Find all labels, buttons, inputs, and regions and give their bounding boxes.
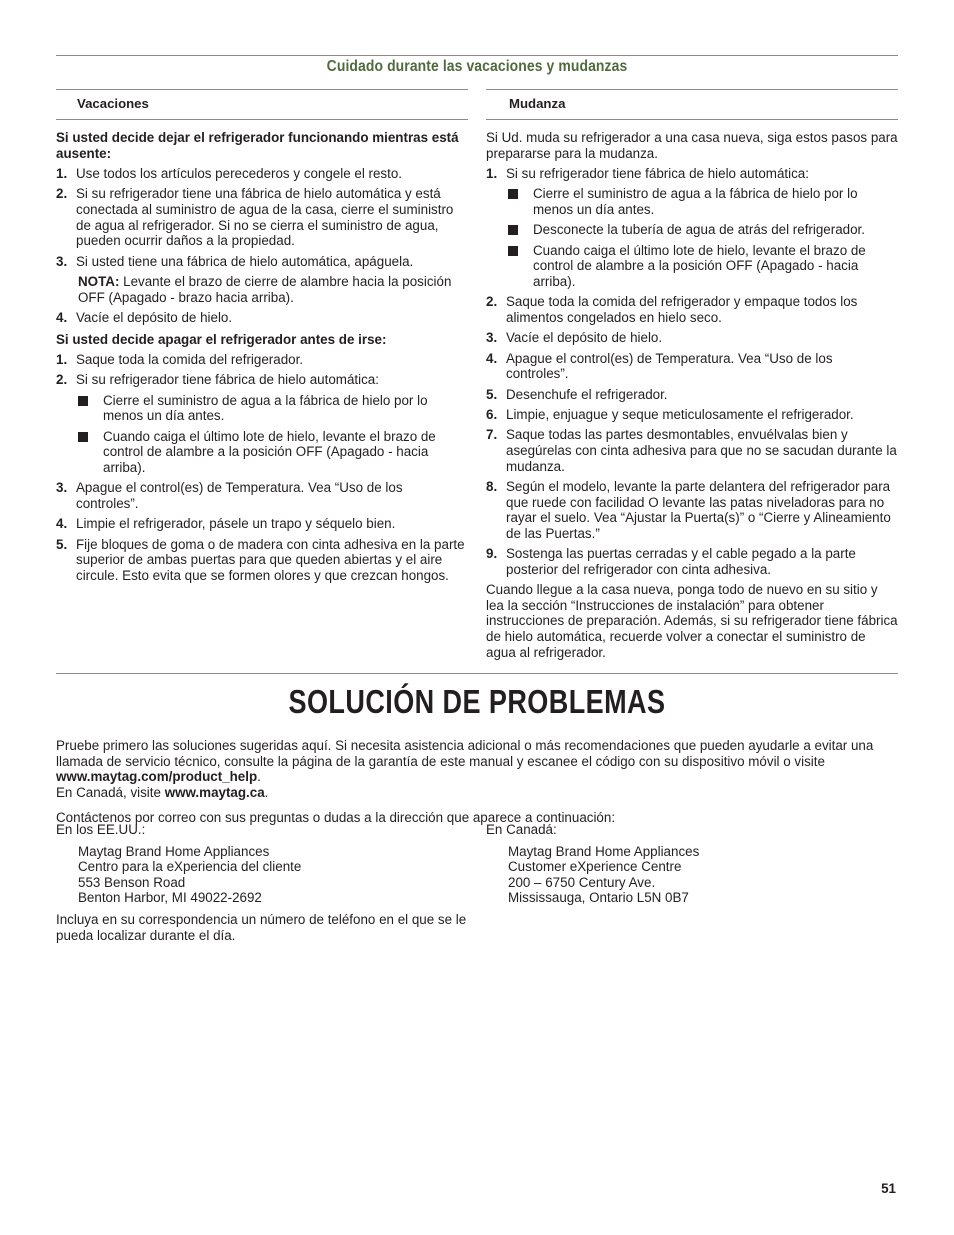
note-label: NOTA: <box>78 273 120 289</box>
phone-note: Incluya en su correspondencia un número de teléfono en el que se le pueda localizar durante el día. <box>56 911 467 943</box>
top-divider <box>56 55 898 56</box>
bullet-item: Cierre el suministro de agua a la fábrica de hielo por lo menos un día antes. <box>506 186 898 217</box>
list-item: 3. Vacíe el depósito de hielo. <box>486 330 663 346</box>
us-address: Maytag Brand Home Appliances Centro para la eXperiencia del cliente 553 Benson Road Benton Harbor, MI 49022-2692 <box>78 843 302 906</box>
page-number: 51 <box>881 1181 896 1196</box>
list-item: 6. Limpie, enjuague y seque meticulosamente el refrigerador. <box>486 407 854 423</box>
list-item: 3. Si usted tiene una fábrica de hielo automática, apáguela. <box>56 253 414 269</box>
canada-visit: En Canadá, visite www.maytag.ca. <box>56 784 269 800</box>
mudanza-intro: Si Ud. muda su refrigerador a una casa nueva, siga estos pasos para prepararse para la mudanza. <box>486 130 898 161</box>
mudanza-column <box>486 89 898 660</box>
list-item: 9. Sostenga las puertas cerradas y el cable pegado a la parte posterior del refrigerador con cinta adhesiva. <box>486 546 856 577</box>
vacaciones-lead-off: Si usted decide apagar el refrigerador antes de irse: <box>56 331 387 347</box>
note-text: Levante el brazo de cierre de alambre hacia la posición OFF (Apagado - brazo hacia arriba). <box>78 273 452 305</box>
us-label: En los EE.UU.: <box>56 822 146 837</box>
intro-paragraph: Pruebe primero las soluciones sugeridas aquí. Si necesita asistencia adicional o más recomendaciones que pueden ayudarle a evitar una llamada de servicio técnico, consulte la página de la garantía de este manual y escanee el código con su dispositivo móvil o visite www.maytag.com/product_help. <box>56 738 874 785</box>
bullet-list <box>506 186 898 289</box>
list-item: 4. Apague el control(es) de Temperatura. Vea “Uso de los controles”. <box>486 350 833 382</box>
bullet-list <box>76 393 468 476</box>
bullet-item: Cuando caiga el último lote de hielo, levante el brazo de control de alambre a la posición OFF (Apagado - hacia arriba). <box>506 243 898 290</box>
square-bullet-icon <box>508 246 518 256</box>
bullet-item: Cuando caiga el último lote de hielo, levante el brazo de control de alambre a la posición OFF (Apagado - hacia arriba). <box>76 429 468 476</box>
vacaciones-heading: Vacaciones <box>56 89 468 120</box>
vacaciones-column <box>56 89 468 583</box>
square-bullet-icon <box>78 396 88 406</box>
vacaciones-steps-off <box>56 352 468 584</box>
ca-label: En Canadá: <box>486 822 557 837</box>
contact-text: Contáctenos por correo con sus preguntas o dudas a la dirección que aparece a continuación: <box>56 810 616 826</box>
list-item: 1. Use todos los artículos perecederos y congele el resto. <box>56 165 403 181</box>
square-bullet-icon <box>508 225 518 235</box>
square-bullet-icon <box>78 432 88 442</box>
list-item: 2. Si su refrigerador tiene una fábrica de hielo automática y está conectada al suministro de agua de la casa, cierre el suministro de agua al refrigerador. Si no se cierra el suministro de agua, pueden ocurrir daños a la propiedad. <box>56 186 454 249</box>
list-item: 4. Vacíe el depósito de hielo. <box>56 309 233 325</box>
ca-address-section <box>486 822 898 906</box>
mudanza-heading: Mudanza <box>486 89 898 120</box>
vacaciones-steps-running <box>56 166 468 269</box>
list-item: 5. Desenchufe el refrigerador. <box>486 386 668 402</box>
bullet-item: Desconecte la tubería de agua de atrás del refrigerador. <box>506 222 898 238</box>
list-item: 4. Limpie el refrigerador, pásele un trapo y séquelo bien. <box>56 516 396 532</box>
mudanza-steps <box>486 166 898 577</box>
section-title: Cuidado durante las vacaciones y mudanzas <box>326 58 628 75</box>
list-item: 2. Si su refrigerador tiene fábrica de hielo automática: Cierre el suministro de agua a la fábrica de hielo por lo menos un día antes. Cuando caiga el último lote de hielo, levante el brazo de control de alambre a la posición OFF (Apagado - hacia arriba). <box>56 372 468 475</box>
page-title: SOLUCIÓN DE PROBLEMAS <box>288 683 666 720</box>
maytag-ca-link[interactable]: www.maytag.ca <box>164 784 265 800</box>
us-address-section <box>56 822 468 943</box>
maytag-help-link[interactable]: www.maytag.com/product_help <box>56 769 258 785</box>
troubleshooting-intro <box>56 738 902 826</box>
list-item: 5. Fije bloques de goma o de madera con cinta adhesiva en la parte superior de ambas puertas para que queden abiertas y el aire circule. Esto evita que se formen olores y que crezcan hongos. <box>56 536 465 583</box>
mudanza-closing: Cuando llegue a la casa nueva, ponga todo de nuevo en su sitio y lea la sección “Instrucciones de instalación” para obtener instrucciones de preparación. Además, si su refrigerador tiene fábrica de hielo automática, recuerde volver a conectar el suministro de agua al refrigerador. <box>486 582 898 660</box>
square-bullet-icon <box>508 189 518 199</box>
list-item: 3. Apague el control(es) de Temperatura. Vea “Uso de los controles”. <box>56 480 403 511</box>
list-item: 2. Saque toda la comida del refrigerador y empaque todos los alimentos congelados en hielo seco. <box>486 294 858 325</box>
list-item: 1. Si su refrigerador tiene fábrica de hielo automática: Cierre el suministro de agua a la fábrica de hielo por lo menos un día antes. Desconecte la tubería de agua de atrás del refrigerador. Cuando caiga el último lote de hielo, levante el brazo de control de alambre a la posición OFF (Apagado - hacia arriba). <box>486 166 898 290</box>
list-item: 8. Según el modelo, levante la parte delantera del refrigerador para que ruede con facilidad O levante las patas niveladoras para no rayar el suelo. Vea “Ajustar la Puerta(s)” o “Cierre y Alineamiento de las Puertas.” <box>486 479 891 541</box>
ca-address: Maytag Brand Home Appliances Customer eXperience Centre 200 – 6750 Century Ave. Mississauga, Ontario L5N 0B7 <box>508 843 700 906</box>
bullet-item: Cierre el suministro de agua a la fábrica de hielo por lo menos un día antes. <box>76 393 468 424</box>
vacaciones-lead-running: Si usted decide dejar el refrigerador funcionando mientras está ausente: <box>56 130 459 161</box>
list-item: 7. Saque todas las partes desmontables, envuélvalas bien y asegúrelas con cinta adhesiva para que no se sacudan durante la mudanza. <box>486 427 897 474</box>
vacaciones-step4 <box>56 310 468 326</box>
mid-divider <box>56 673 898 674</box>
note <box>56 274 468 305</box>
list-item: 1. Saque toda la comida del refrigerador. <box>56 351 304 367</box>
